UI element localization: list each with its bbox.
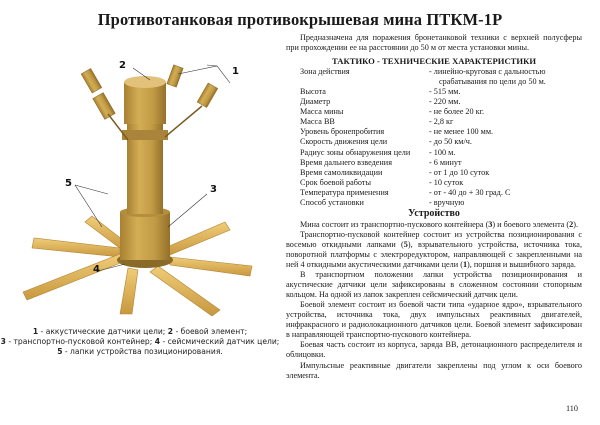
spec-label: Время дальнего взведения — [300, 157, 392, 167]
caption-text: - сейсмический датчик цели; — [160, 337, 280, 346]
figure-caption — [0, 327, 280, 357]
spec-row — [300, 198, 582, 208]
callout-3: 3 — [210, 184, 217, 195]
intro-paragraph: Предназначена для поражения бронетанковой техники с верхней полусферы при прохождении ее на расстоянии до 50 м от места установки мины. — [286, 33, 582, 53]
caption-num: 2 — [167, 327, 174, 336]
spec-label: Масса ВВ — [300, 117, 335, 127]
spec-label: Масса мины — [300, 107, 344, 117]
spec-label: Радиус зоны обнаружения цели — [300, 147, 411, 157]
device-paragraph: Боевая часть состоит из корпуса, заряда ВВ, детонационного распределителя и облицовки. — [286, 340, 582, 360]
caption-num: 3 — [0, 337, 6, 346]
spec-row — [300, 127, 582, 137]
spec-value: - линейно-круговая с дальностью — [429, 67, 546, 77]
caption-num: 1 — [32, 327, 39, 336]
device-paragraph: Мина состоит из транспортно-пускового контейнера (3) и боевого элемента (2). — [300, 219, 579, 229]
spec-value: - 10 суток — [429, 177, 464, 187]
spec-value: - не менее 100 мм. — [429, 127, 494, 137]
spec-value: - до 50 км/ч. — [429, 137, 472, 147]
spec-value: - от - 40 до + 30 град. С — [429, 187, 511, 197]
page-title: Противотанковая противокрышевая мина ПТКМ-1Р — [97, 10, 503, 29]
spec-label: Зона действия — [300, 67, 350, 77]
spec-row — [300, 178, 582, 188]
spec-row — [300, 67, 582, 77]
spec-row — [300, 107, 582, 117]
page-number: 110 — [566, 404, 578, 413]
callout-1: 1 — [232, 66, 239, 77]
caption-num: 4 — [154, 337, 161, 346]
spec-value: - от 1 до 10 суток — [429, 167, 490, 177]
spec-value: - 2,8 кг — [429, 117, 454, 127]
device-paragraph: Боевой элемент состоит из боевой части типа «ударное ядро», взрывательного устройства, источника тока, двух импульсных реактивных двигателей, инфракрасного и радиолокационного датчиков цели. Боевой элемент зафиксирован в направляющей транспортно-пускового контейнера. — [286, 300, 582, 340]
spec-label: Диаметр — [300, 97, 331, 107]
device-paragraph: В транспортном положении лапки устройства позиционирования и акустические датчики цели зафиксированы в сложенном состоянии стопорным кольцом. На одной из лапок закреплен сейсмический датчик цели. — [286, 270, 582, 300]
caption-text: - аккустические датчики цели; — [38, 327, 168, 336]
caption-text: - боевой элемент; — [173, 327, 248, 336]
spec-row — [300, 148, 582, 158]
caption-text: - транспортно-пусковой контейнер; — [5, 337, 155, 346]
device-paragraph: Импульсные реактивные двигатели закреплены под углом к оси боевого элемента. — [286, 360, 582, 380]
spec-label: Время самоликвидации — [300, 167, 383, 177]
spec-label: Скорость движения цели — [300, 137, 388, 147]
spec-row — [300, 168, 582, 178]
spec-value: - 6 минут — [429, 157, 462, 167]
spec-value: - не более 20 кг. — [429, 107, 485, 117]
spec-row — [300, 97, 582, 107]
spec-row — [300, 117, 582, 127]
spec-label: Высота — [300, 87, 326, 97]
spec-label: Способ установки — [300, 197, 364, 207]
specs-table — [300, 67, 582, 208]
spec-value: - 100 м. — [429, 147, 456, 157]
spec-label: Уровень бронепробития — [300, 127, 385, 137]
spec-value: - 515 мм. — [429, 87, 461, 97]
spec-row — [300, 87, 582, 97]
spec-value: - 220 мм. — [429, 97, 461, 107]
text-column — [286, 33, 582, 381]
mine-illustration — [20, 52, 270, 322]
spec-row — [300, 158, 582, 168]
spec-row — [300, 188, 582, 198]
spec-label: Срок боевой работы — [300, 177, 371, 187]
callout-2: 2 — [119, 60, 126, 71]
callout-5: 5 — [65, 178, 72, 189]
spec-value: - вручную — [429, 197, 465, 207]
specs-heading: ТАКТИКО - ТЕХНИЧЕСКИЕ ХАРАКТЕРИСТИКИ — [331, 56, 537, 67]
spec-value-continued: срабатывания по цели до 50 м. — [439, 77, 546, 87]
caption-text: - лапки устройства позиционирования. — [62, 347, 223, 356]
spec-row — [300, 137, 582, 147]
mine-drawing-icon — [20, 52, 270, 322]
callout-4: 4 — [93, 264, 100, 275]
device-heading: Устройство — [408, 207, 460, 219]
caption-num: 5 — [57, 347, 63, 356]
spec-label: Температура применения — [300, 187, 389, 197]
device-paragraph: Транспортно-пусковой контейнер состоит из устройства позиционирования с восемью откидными лапками (5), взрывательного устройства, источника тока, поворотной платформы с электроредуктором, направляющей с закрепленными на ней 4 откидными акустическими датчиками цели (1), поршня и вышибного заряда. — [286, 229, 582, 270]
